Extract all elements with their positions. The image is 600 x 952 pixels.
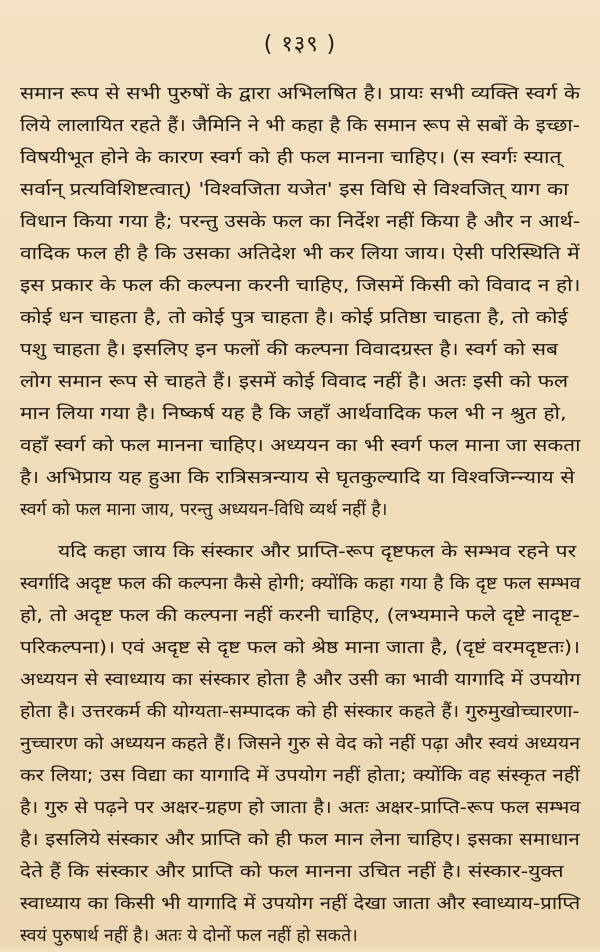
text-line: देते हैं कि संस्कार और प्राप्ति को फल मानना उचित नहीं है। संस्कार-युक्त bbox=[20, 862, 564, 882]
text-line: परिकल्पना)। एवं अदृष्ट से दृष्ट फल को श्रेष्ठ माना जाता है, (दृष्टं वरमदृष्टतः)। bbox=[20, 638, 580, 658]
text-line: मान लिया गया है। निष्कर्ष यह है कि जहाँ आर्थवादिक फल भी न श्रुत हो, bbox=[20, 404, 567, 424]
text-line: इस प्रकार के फल की कल्पना करनी चाहिए, जिसमें किसी को विवाद न हो। bbox=[20, 276, 581, 296]
text-line: लिये लालायित रहते हैं। जैमिनि ने भी कहा है कि समान रूप से सबों के इच्छा- bbox=[20, 116, 580, 136]
text-line: कोई धन चाहता है, तो कोई पुत्र चाहता है। कोई प्रतिष्ठा चाहता है, तो कोई bbox=[20, 308, 568, 328]
text-line: वादिक फल ही है कि उसका अतिदेश भी कर लिया जाय। ऐसी परिस्थिति में bbox=[20, 244, 580, 264]
text-line: वहाँ स्वर्ग को फल मानना चाहिए। अध्ययन का भी स्वर्ग फल माना जा सकता bbox=[20, 436, 581, 456]
text-line: हो, तो अदृष्ट फल की कल्पना नहीं करनी चाहिए, (लभ्यमाने फले दृष्टे नादृष्ट- bbox=[20, 606, 580, 626]
paragraph-first-line: यदि कहा जाय कि संस्कार और प्राप्ति-रूप दृष्टफल के सम्भव रहने पर bbox=[58, 542, 577, 562]
text-line: लोग समान रूप से चाहते हैं। इसमें कोई विवाद नहीं है। अतः इसी को फल bbox=[20, 372, 569, 392]
text-line: विषयीभूत होने के कारण स्वर्ग को ही फल मानना चाहिए। (स स्वर्गः स्यात् bbox=[20, 148, 562, 168]
text-line: कर लिया; उस विद्या का यागादि में उपयोग नहीं होता; क्योंकि वह संस्कृत नहीं bbox=[20, 766, 580, 786]
text-line: नुच्चारण को अध्ययन कहते हैं। जिसने गुरु से वेद को नहीं पढ़ा और स्वयं अध्ययन bbox=[20, 734, 580, 754]
text-line-last: स्वर्ग को फल माना जाय, परन्तु अध्ययन-विधि व्यर्थ नहीं है। bbox=[20, 500, 388, 520]
text-line: है। अभिप्राय यह हुआ कि रात्रिसत्रन्याय से घृतकुल्यादि या विश्वजिन्न्याय से bbox=[20, 468, 575, 488]
page-number: ( १३९ ) bbox=[263, 32, 337, 57]
text-line: सर्वान् प्रत्यविशिष्टत्वात्) 'विश्वजिता यजेत' इस विधि से विश्वजित् याग का bbox=[20, 180, 569, 200]
text-line: समान रूप से सभी पुरुषों के द्वारा अभिलषित है। प्रायः सभी व्यक्ति स्वर्ग के bbox=[20, 84, 580, 104]
text-line: अध्ययन से स्वाध्याय का संस्कार होता है और उसी का भावी यागादि में उपयोग bbox=[20, 670, 581, 690]
text-line: स्वाध्याय का किसी भी यागादि में उपयोग नहीं देखा जाता और स्वाध्याय-प्राप्ति bbox=[20, 894, 581, 914]
text-line-last: स्वयं पुरुषार्थ नहीं है। अतः ये दोनों फल नहीं हो सकते। bbox=[20, 926, 358, 946]
text-line: विधान किया गया है; परन्तु उसके फल का निर्देश नहीं किया है और न आर्थ- bbox=[20, 212, 581, 232]
text-line: है। गुरु से पढ़ने पर अक्षर-ग्रहण हो जाता है। अतः अक्षर-प्राप्ति-रूप फल सम्भव bbox=[20, 798, 581, 818]
text-line: स्वर्गादि अदृष्ट फल की कल्पना कैसे होगी; क्योंकि कहा गया है कि दृष्ट फल सम्भव bbox=[20, 574, 581, 594]
text-line: पशु चाहता है। इसलिए इन फलों की कल्पना विवादग्रस्त है। स्वर्ग को सब bbox=[20, 340, 559, 360]
text-line: होता है। उत्तरकर्म की योग्यता-सम्पादक को ही संस्कार कहते हैं। गुरुमुखोच्चारणा- bbox=[20, 702, 580, 722]
text-line: है। इसलिये संस्कार और प्राप्ति को ही फल मान लेना चाहिए। इसका समाधान bbox=[20, 830, 580, 850]
